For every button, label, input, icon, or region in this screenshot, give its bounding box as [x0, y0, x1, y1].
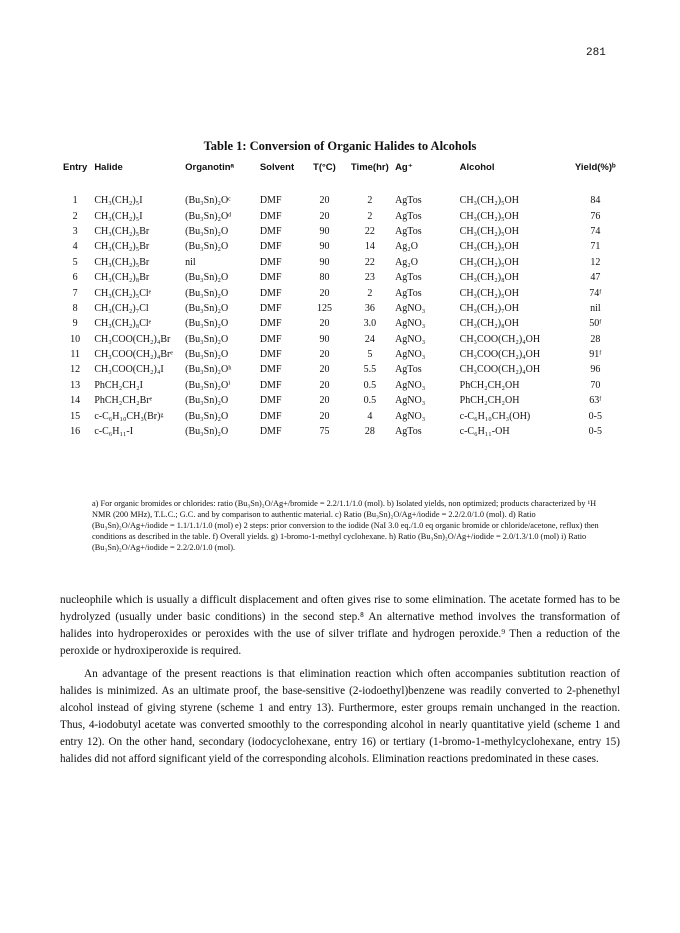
cell-organotin: (Bu₃Sn)₂O [185, 241, 229, 253]
cell-time: 22 [364, 256, 375, 268]
cell-temperature: 125 [316, 302, 332, 314]
cell-silver-salt: AgNO₃ [395, 379, 426, 391]
cell-alcohol: c-C₆H₁₁-OH [459, 426, 510, 438]
cell-yield: 0-5 [588, 410, 603, 422]
cell-yield: 12 [590, 256, 601, 268]
cell-silver-salt: Ag₂O [395, 241, 418, 253]
cell-entry: 16 [70, 426, 81, 438]
cell-time: 24 [364, 333, 375, 345]
cell-halide: CH₃(CH₂)₅Br [94, 225, 150, 237]
cell-temperature: 90 [319, 256, 330, 268]
table-row [58, 408, 618, 423]
cell-entry: 14 [70, 395, 81, 407]
cell-silver-salt: AgTos [395, 272, 422, 284]
cell-solvent: DMF [259, 302, 282, 314]
table-row [58, 332, 618, 347]
cell-temperature: 80 [319, 272, 330, 284]
cell-silver-salt: AgTos [395, 287, 422, 299]
cell-halide: CH₃(CH₂)₅I [94, 195, 143, 207]
cell-solvent: DMF [259, 195, 282, 207]
cell-silver-salt: AgNO₃ [395, 333, 426, 345]
cell-halide: CH₃(CH₂)₈Clᵉ [94, 318, 152, 330]
cell-solvent: DMF [259, 318, 282, 330]
cell-yield: 76 [590, 210, 601, 222]
cell-temperature: 90 [319, 241, 330, 253]
cell-solvent: DMF [259, 395, 282, 407]
page-number: 281 [586, 47, 606, 59]
table-header-row [58, 160, 618, 179]
cell-silver-salt: AgNO₃ [395, 349, 426, 361]
cell-organotin: (Bu₃Sn)₂O [185, 426, 229, 438]
cell-halide: CH₃COO(CH₂)₄I [94, 364, 164, 376]
cell-halide: CH₃(CH₂)₅Br [94, 256, 150, 268]
cell-alcohol: CH₃(CH₂)₅OH [459, 225, 520, 237]
cell-entry: 11 [70, 349, 80, 361]
cell-alcohol: CH₃(CH₂)₅OH [459, 241, 520, 253]
cell-entry: 6 [72, 272, 78, 284]
cell-time: 2 [367, 195, 373, 207]
cell-yield: 50ᶠ [589, 318, 602, 330]
cell-time: 2 [367, 210, 373, 222]
cell-time: 0.5 [363, 395, 377, 407]
cell-time: 28 [364, 426, 375, 438]
body-text [60, 592, 620, 774]
cell-alcohol: CH₃(CH₂)₈OH [459, 272, 520, 284]
cell-solvent: DMF [259, 333, 282, 345]
body-paragraph: An advantage of the present reactions is that elimination reaction which often accompanies subtitution reaction of halides is minimized. As an ultimate proof, the base-sensitive (2-iodoethyl)benzene was readily converted to 2-phenethyl alcohol instead of giving styrene (scheme 1 and entry 13). Furthermore, ester groups remain unchanged in the reaction. Thus, 4-iodobutyl acetate was converted smoothly to the corresponding alcohol in nearly quantitative yield (scheme 1 and entry 12). On the other hand, secondary (iodocyclohexane, entry 16) or tertiary (1-bromo-1-methylcyclohexane, entry 15) halides did not afford significant yield of the corresponding alcohols. Elimination reactions predominated in these cases. [60, 668, 620, 765]
table-row [58, 285, 618, 300]
cell-entry: 9 [72, 318, 78, 330]
cell-alcohol: CH₃(CH₂)₅OH [459, 256, 520, 268]
cell-time: 23 [364, 272, 375, 284]
table-title: Table 1: Conversion of Organic Halides to Alcohols [203, 139, 477, 153]
table-row [58, 179, 618, 208]
table-row [58, 316, 618, 331]
table-body [58, 179, 618, 439]
cell-yield: 91ᶠ [589, 349, 602, 361]
cell-entry: 15 [70, 410, 81, 422]
header-alcohol: Alcohol [459, 162, 495, 173]
cell-entry: 12 [70, 364, 81, 376]
cell-halide: PhCH₂CH₂Brᵉ [94, 395, 153, 407]
table-row [58, 378, 618, 393]
cell-halide: CH₃COO(CH₂)₄Br [94, 333, 171, 345]
cell-yield: 28 [590, 333, 601, 345]
header-temperature: T(°C) [313, 162, 336, 173]
cell-alcohol: CH₃(CH₂)₅OH [459, 195, 520, 207]
cell-silver-salt: AgNO₃ [395, 318, 426, 330]
header-silver-salt: Ag⁺ [395, 162, 413, 173]
cell-alcohol: PhCH₂CH₂OH [459, 379, 520, 391]
cell-organotin: (Bu₃Sn)₂O [185, 287, 229, 299]
cell-yield: nil [590, 302, 601, 314]
cell-entry: 5 [72, 256, 78, 268]
cell-organotin: (Bu₃Sn)₂O [185, 225, 229, 237]
cell-yield: 74ᶠ [589, 287, 602, 299]
cell-entry: 4 [72, 241, 78, 253]
cell-organotin: (Bu₃Sn)₂O [185, 410, 229, 422]
cell-time: 5 [367, 349, 373, 361]
cell-organotin: (Bu₃Sn)₂O [185, 302, 229, 314]
cell-time: 5.5 [363, 364, 377, 376]
cell-entry: 13 [70, 379, 81, 391]
cell-yield: 84 [590, 195, 601, 207]
cell-organotin: (Bu₃Sn)₂Oⁱ [185, 379, 231, 391]
cell-time: 14 [364, 241, 375, 253]
cell-solvent: DMF [259, 410, 282, 422]
cell-organotin: (Bu₃Sn)₂O [185, 349, 229, 361]
cell-alcohol: CH₃COO(CH₂)₄OH [459, 333, 541, 345]
cell-silver-salt: AgTos [395, 426, 422, 438]
cell-temperature: 90 [319, 333, 330, 345]
cell-yield: 74 [590, 225, 601, 237]
table-row [58, 270, 618, 285]
cell-temperature: 20 [319, 349, 330, 361]
cell-halide: CH₃(CH₂)₅I [94, 210, 143, 222]
cell-solvent: DMF [259, 379, 282, 391]
cell-yield: 63ᶠ [589, 395, 602, 407]
header-solvent: Solvent [259, 162, 295, 173]
cell-solvent: DMF [259, 272, 282, 284]
header-entry: Entry [63, 162, 88, 173]
cell-solvent: DMF [259, 287, 282, 299]
cell-solvent: DMF [259, 241, 282, 253]
cell-time: 3.0 [363, 318, 377, 330]
cell-halide: CH₃(CH₂)₇Cl [94, 302, 149, 314]
cell-organotin: (Bu₃Sn)₂Oᵈ [185, 210, 232, 222]
cell-alcohol: CH₃(CH₂)₅OH [459, 210, 520, 222]
cell-temperature: 20 [319, 364, 330, 376]
table-row [58, 362, 618, 377]
cell-silver-salt: AgNO₃ [395, 302, 426, 314]
cell-organotin: (Bu₃Sn)₂Oʰ [185, 364, 232, 376]
cell-halide: c-C₆H₁₀CH₃(Br)ᵍ [94, 410, 164, 422]
cell-temperature: 20 [319, 379, 330, 391]
cell-yield: 47 [590, 272, 601, 284]
cell-temperature: 20 [319, 395, 330, 407]
table-row [58, 347, 618, 362]
body-paragraph: nucleophile which is usually a difficult displacement and often gives rise to some elimination. The acetate formed has to be hydrolyzed (usually under basic conditions) in the second step.⁸ An alternative method involves the transformation of halides into hydroperoxides or peroxides with the use of silver triflate and hydrogen peroxide.⁹ Then a reduction of the peroxide or hydroxiperoxide is required. [60, 594, 620, 657]
table-footnote: a) For organic bromides or chlorides: ratio (Bu₃Sn)₂O/Ag+/bromide = 2.2/1.1/1.0 (mol). b) Isolated yields, non optimized; products characterized by ¹H NMR (200 MHz), T.L.C.; G.C. and by comparison to authentic material. c) Ratio (Bu₃Sn)₂O/Ag+/iodide = 2.2/2.0/1.0 (mol). d) Ratio (Bu₃Sn)₂O/Ag+/iodide = 1.1/1.1/1.0 (mol) e) 2 steps: prior conversion to the iodide (NaI 3.0 eq./1.0 eq organic bromide or chloride/acetone, reflux) then conditions as described in the table. f) Overall yields. g) 1-bromo-1-methyl cyclohexane. h) Ratio (Bu₃Sn)₂O/Ag+/iodide = 2.0/1.3/1.0 (mol) i) Ratio (Bu₃Sn)₂O/Ag+/iodide = 2.2/2.0/1.0 (mol). [92, 499, 599, 552]
cell-solvent: DMF [259, 225, 282, 237]
cell-organotin: (Bu₃Sn)₂O [185, 333, 229, 345]
cell-entry: 7 [72, 287, 78, 299]
cell-temperature: 75 [319, 426, 330, 438]
cell-organotin: nil [185, 256, 196, 268]
table-row [58, 393, 618, 408]
cell-entry: 1 [72, 195, 78, 207]
cell-temperature: 20 [319, 318, 330, 330]
cell-alcohol: CH₃(CH₂)₅OH [459, 287, 520, 299]
header-organotin: Organotinᵃ [185, 162, 235, 173]
cell-solvent: DMF [259, 364, 282, 376]
cell-time: 22 [364, 225, 375, 237]
cell-yield: 0-5 [588, 426, 603, 438]
header-time: Time(hr) [350, 162, 389, 173]
cell-time: 0.5 [363, 379, 377, 391]
table-row [58, 255, 618, 270]
cell-solvent: DMF [259, 256, 282, 268]
cell-organotin: (Bu₃Sn)₂O [185, 395, 229, 407]
cell-alcohol: CH₃(CH₂)₈OH [459, 318, 520, 330]
cell-alcohol: CH₃COO(CH₂)₄OH [459, 364, 541, 376]
cell-silver-salt: AgTos [395, 364, 422, 376]
cell-temperature: 20 [319, 210, 330, 222]
cell-yield: 96 [590, 364, 601, 376]
cell-entry: 8 [72, 302, 78, 314]
cell-silver-salt: AgNO₃ [395, 395, 426, 407]
cell-organotin: (Bu₃Sn)₂O [185, 272, 229, 284]
cell-entry: 2 [72, 210, 78, 222]
conversion-table [58, 160, 618, 439]
table-row [58, 208, 618, 223]
cell-time: 4 [367, 410, 373, 422]
cell-solvent: DMF [259, 349, 282, 361]
cell-silver-salt: AgTos [395, 210, 422, 222]
cell-silver-salt: AgTos [395, 225, 422, 237]
cell-halide: c-C₆H₁₁-I [94, 426, 134, 438]
cell-entry: 3 [72, 225, 78, 237]
cell-organotin: (Bu₃Sn)₂O [185, 318, 229, 330]
cell-halide: CH₃(CH₂)₅Clᵉ [94, 287, 152, 299]
cell-alcohol: CH₃COO(CH₂)₄OH [459, 349, 541, 361]
cell-yield: 70 [590, 379, 601, 391]
cell-entry: 10 [70, 333, 81, 345]
cell-halide: CH₃(CH₂)₈Br [94, 272, 150, 284]
cell-halide: CH₃(CH₂)₅Br [94, 241, 150, 253]
cell-silver-salt: AgTos [395, 195, 422, 207]
cell-alcohol: PhCH₂CH₂OH [459, 395, 520, 407]
cell-silver-salt: Ag₂O [395, 256, 418, 268]
table-row [58, 224, 618, 239]
cell-temperature: 20 [319, 287, 330, 299]
cell-time: 36 [364, 302, 375, 314]
table-row [58, 301, 618, 316]
cell-silver-salt: AgNO₃ [395, 410, 426, 422]
cell-alcohol: CH₃(CH₂)₇OH [459, 302, 520, 314]
cell-temperature: 20 [319, 410, 330, 422]
cell-solvent: DMF [259, 210, 282, 222]
header-halide: Halide [94, 162, 123, 173]
table-row [58, 239, 618, 254]
cell-time: 2 [367, 287, 373, 299]
cell-halide: PhCH₂CH₂I [94, 379, 143, 391]
cell-halide: CH₃COO(CH₂)₄Brᵉ [94, 349, 173, 361]
cell-solvent: DMF [259, 426, 282, 438]
cell-alcohol: c-C₆H₁₀CH₃(OH) [459, 410, 531, 422]
cell-yield: 71 [590, 241, 601, 253]
cell-temperature: 90 [319, 225, 330, 237]
cell-organotin: (Bu₃Sn)₂Oᶜ [185, 195, 231, 207]
cell-temperature: 20 [319, 195, 330, 207]
header-yield: Yield(%)ᵇ [574, 162, 616, 173]
table-row [58, 424, 618, 439]
